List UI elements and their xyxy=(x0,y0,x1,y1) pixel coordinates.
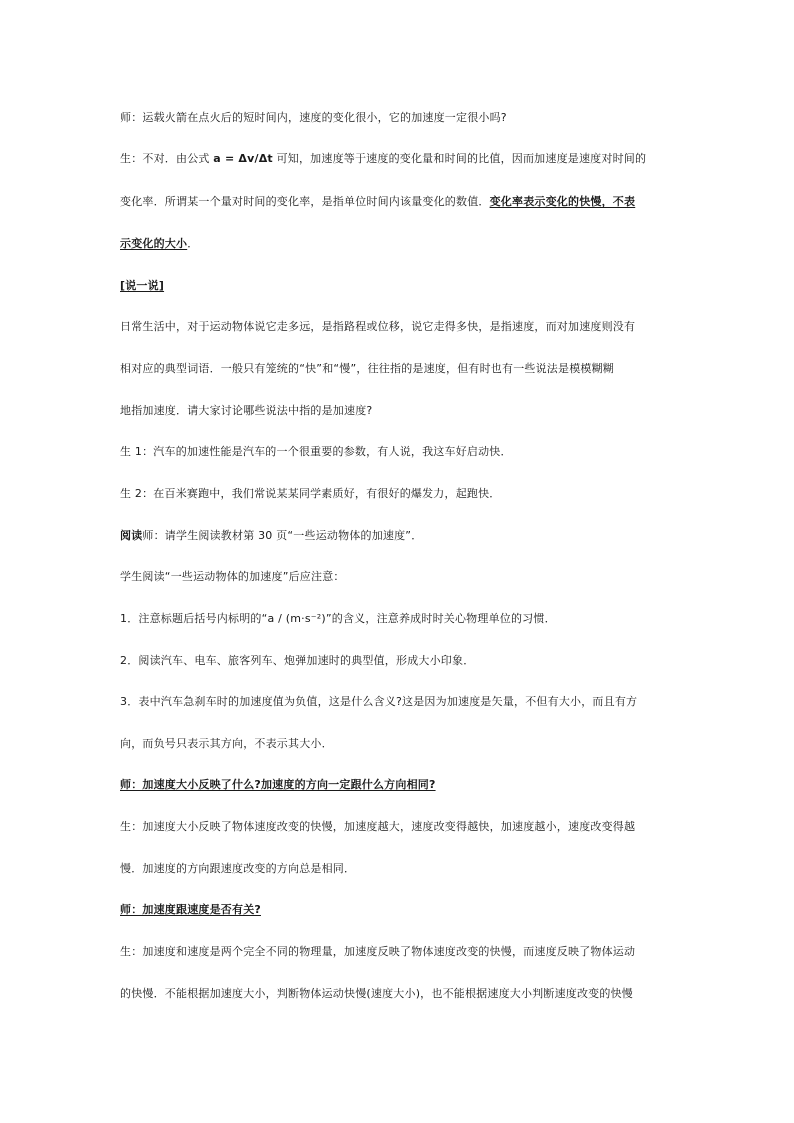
paragraph-student-answer-1-end xyxy=(120,237,198,251)
paragraph-daily-life-end: 地指加速度．请大家讨论哪些说法中指的是加速度? xyxy=(120,404,373,417)
text: 师：运载火箭在点火后的短时间内，速度的变化很小，它的加速度一定很小吗? xyxy=(120,111,507,124)
list-item-3: 3．表中汽车急刹车时的加速度值为负值，这是什么含义?这是因为加速度是矢量，不但有大小，而且有方 xyxy=(120,695,638,708)
list-item-2: 2．阅读汽车、电车、旅客列车、炮弹加速时的典型值，形成大小印象． xyxy=(120,654,475,667)
list-item-1: 1．注意标题后括号内标明的“a / (m·s⁻²)”的含义，注意养成时时关心物理单位的习惯． xyxy=(120,612,556,625)
acceleration-formula: a = Δv/Δt xyxy=(213,152,273,165)
paragraph-daily-life-cont: 相对应的典型词语．一般只有笼统的“快”和“慢”，往往指的是速度，但有时也有一些说法是模模糊糊 xyxy=(120,362,614,375)
paragraph-student-answer-1 xyxy=(120,152,646,166)
paragraph-student-answer-2: 生：加速度大小反映了物体速度改变的快慢，加速度越大，速度改变得越快，加速度越小，速度改变得越 xyxy=(120,820,636,833)
text: 生：不对．由公式 xyxy=(120,152,214,165)
paragraph-student-answer-2-cont: 慢．加速度的方向跟速度改变的方向总是相同． xyxy=(120,862,356,875)
text: ． xyxy=(187,237,199,250)
emphasis-text: 示变化的大小 xyxy=(120,237,188,250)
section-heading-discuss: [说一说] xyxy=(120,279,165,292)
list-item-3-cont: 向，而负号只表示其方向，不表示其大小． xyxy=(120,737,333,750)
paragraph-student-answer-3-cont: 的快慢．不能根据加速度大小，判断物体运动快慢(速度大小)，也不能根据速度大小判断速度改变的快慢 xyxy=(120,987,633,1000)
teacher-question-2: 师：加速度大小反映了什么?加速度的方向一定跟什么方向相同? xyxy=(120,778,436,791)
paragraph-student-answer-1-cont xyxy=(120,195,635,209)
paragraph-reading-notes: 学生阅读“一些运动物体的加速度”后应注意： xyxy=(120,570,345,583)
paragraph-teacher-question-1 xyxy=(120,111,507,125)
paragraph-daily-life: 日常生活中，对于运动物体说它走多远，是指路程或位移，说它走得多快，是指速度，而对加速度则没有 xyxy=(120,320,636,333)
paragraph-student-2: 生 2：在百米赛跑中，我们常说某某同学素质好，有很好的爆发力，起跑快． xyxy=(120,487,501,500)
paragraph-student-answer-3: 生：加速度和速度是两个完全不同的物理量，加速度反映了物体速度改变的快慢，而速度反映了物体运动 xyxy=(120,945,636,958)
paragraph-reading-teacher xyxy=(120,529,422,543)
text: 师：请学生阅读教材第 30 页“一些运动物体的加速度”． xyxy=(142,529,423,542)
text: 可知，加速度等于速度的变化量和时间的比值，因而加速度是速度对时间的 xyxy=(272,152,647,165)
text: 变化率．所谓某一个量对时间的变化率，是指单位时间内该量变化的数值． xyxy=(120,195,490,208)
paragraph-student-1: 生 1：汽车的加速性能是汽车的一个很重要的参数，有人说，我这车好启动快． xyxy=(120,445,512,458)
teacher-question-3: 师：加速度跟速度是否有关? xyxy=(120,903,261,916)
reading-label: 阅读 xyxy=(120,529,143,542)
emphasis-text: 变化率表示变化的快慢，不表 xyxy=(489,195,636,208)
